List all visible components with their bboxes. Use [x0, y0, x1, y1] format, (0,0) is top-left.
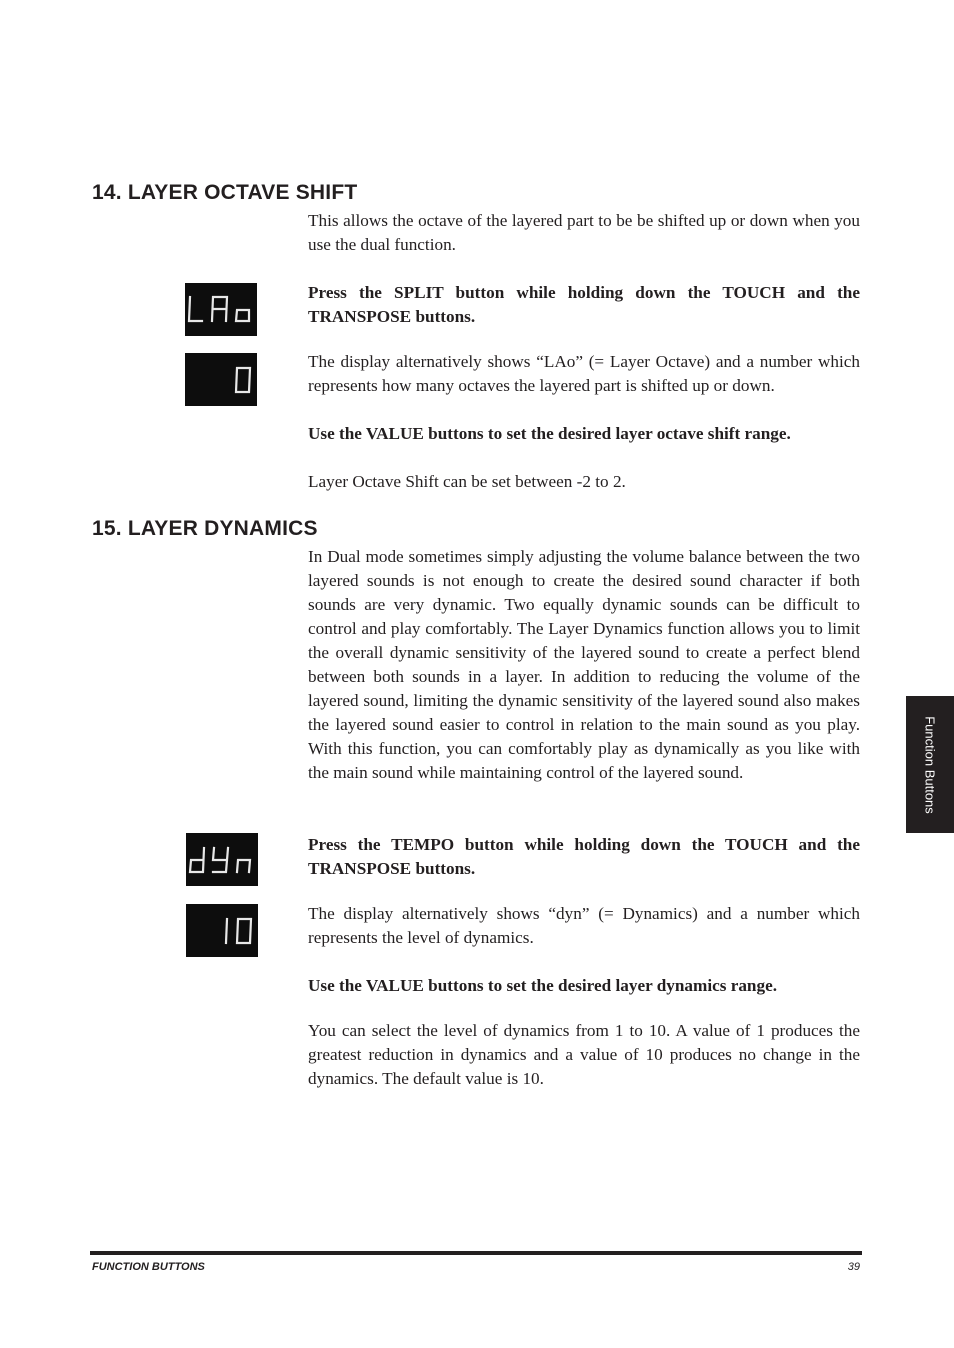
lcd-display-lao: [185, 283, 257, 336]
footer-section-label: FUNCTION BUTTONS: [92, 1261, 205, 1273]
lcd-display-zero: [185, 353, 257, 406]
section-heading-layer-dynamics: 15. LAYER DYNAMICS: [92, 517, 318, 540]
lcd-display-dyn: [186, 833, 258, 886]
octave-value-instruction: Use the VALUE buttons to set the desired layer octave shift range.: [308, 424, 791, 443]
side-tab-label: Function Buttons: [922, 715, 938, 814]
footer-rule: [90, 1251, 862, 1255]
footer-page-number: 39: [847, 1261, 860, 1273]
section-heading-layer-octave-shift: 14. LAYER OCTAVE SHIFT: [92, 181, 358, 204]
dynamics-value-instruction: Use the VALUE buttons to set the desired layer dynamics range.: [308, 976, 778, 995]
layer-dynamics-intro: In Dual mode sometimes simply adjusting the volume balance between the two layered sounds is not enough to create the desired sound character if both sounds are very dynamic. Two equally dynamic sounds can be difficult to control and play comfortably. The Layer Dynamics function allows you to limit the overall dynamic sensitivity of the layered sound to create a perfect blend between both sounds in a layer. In addition to reducing the volume of the layered sound, limiting the dynamic sensitivity of the layered sound also makes the layered sound easier to control in relation to the main sound as you play. With this function, you can comfortably play as dynamically as you like with the main sound while maintaining control of the layered sound.: [308, 547, 860, 782]
tempo-button-instruction: Press the TEMPO button while holding down the TOUCH and the TRANSPOSE buttons.: [308, 835, 860, 878]
layer-octave-intro: This allows the octave of the layered part to be be shifted up or down when you use the dual function.: [308, 211, 860, 254]
dynamics-range-note: You can select the level of dynamics from 1 to 10. A value of 1 produces the greatest reduction in dynamics and a value of 10 produces no change in the dynamics. The default value is 10.: [308, 1021, 860, 1088]
dyn-display-note: The display alternatively shows “dyn” (= Dynamics) and a number which represents the level of dynamics.: [308, 904, 860, 947]
lcd-display-ten: [186, 904, 258, 957]
side-tab-function-buttons: [906, 696, 954, 833]
octave-range-note: Layer Octave Shift can be set between -2 to 2.: [308, 472, 626, 491]
lao-display-note: The display alternatively shows “LAo” (= Layer Octave) and a number which represents how many octaves the layered part is shifted up or down.: [308, 352, 860, 395]
split-button-instruction: Press the SPLIT button while holding down the TOUCH and the TRANSPOSE buttons.: [308, 283, 860, 326]
